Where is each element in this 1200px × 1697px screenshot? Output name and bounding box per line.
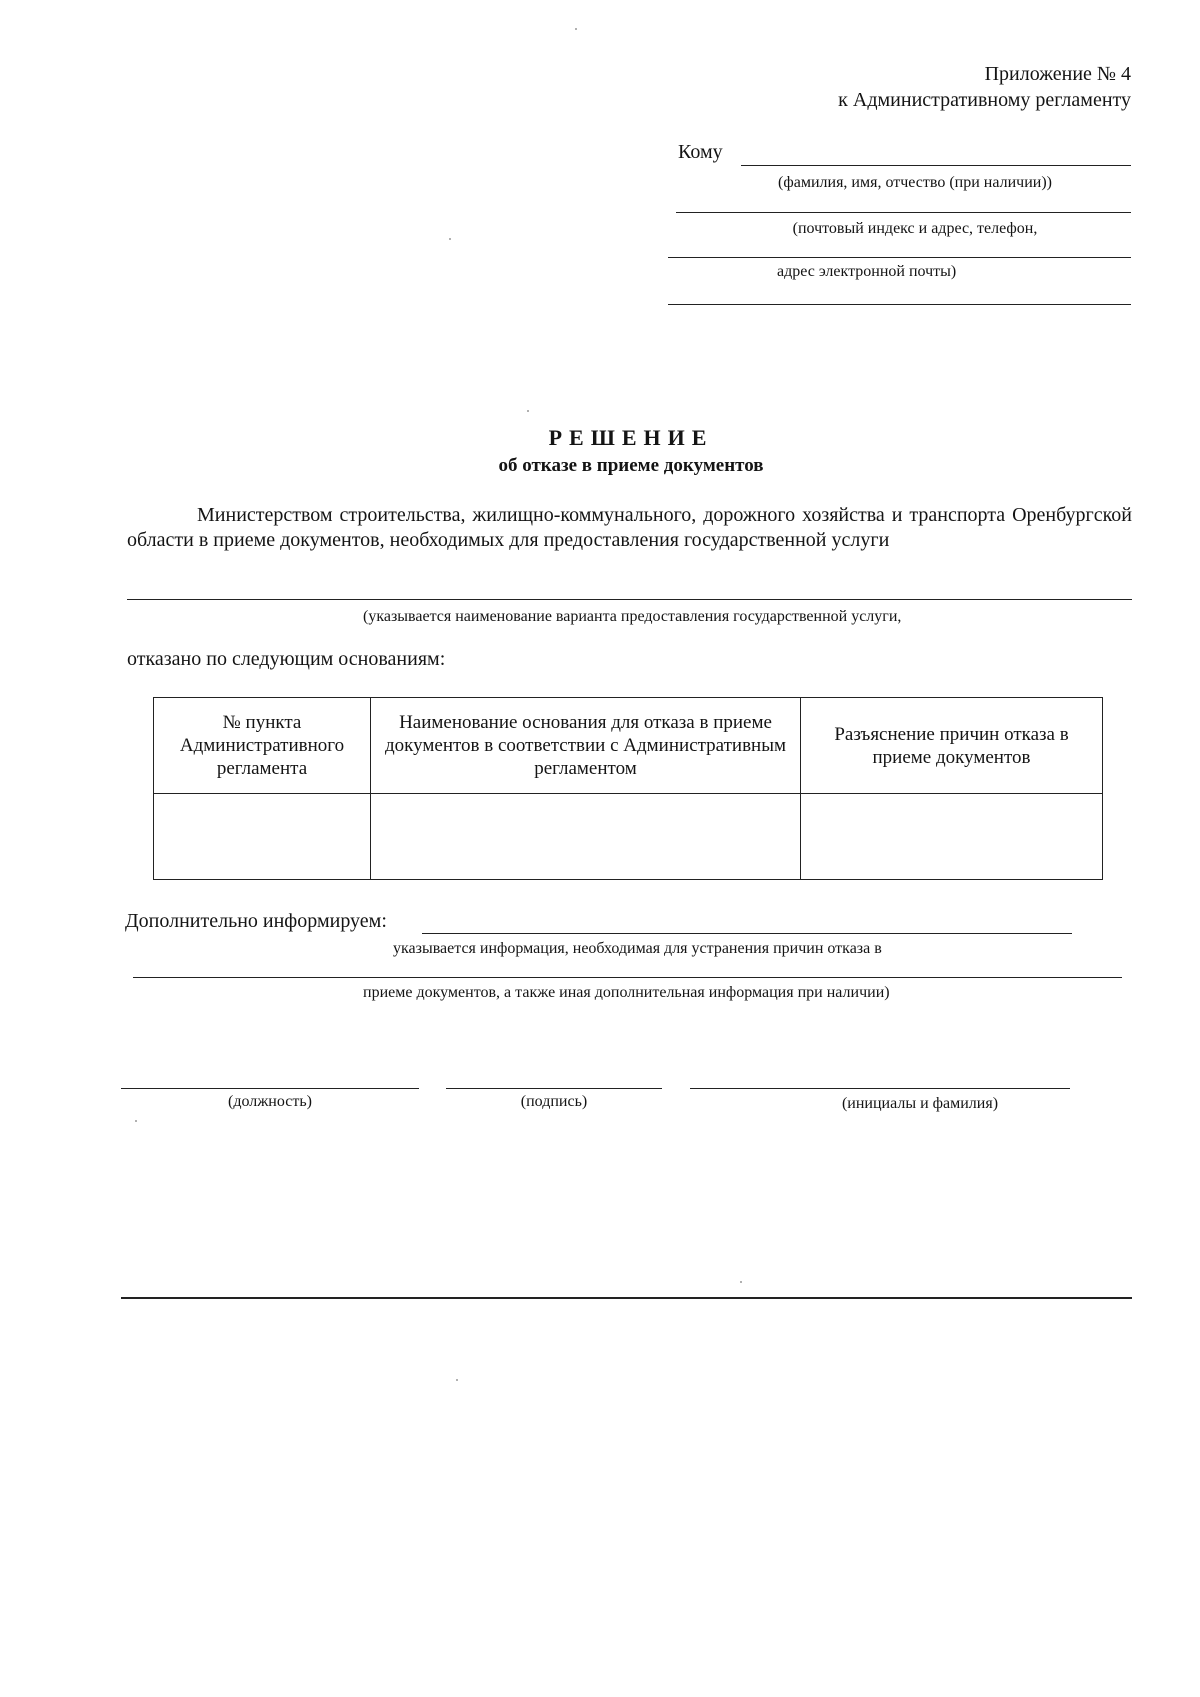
table-row xyxy=(154,794,1103,880)
appendix-regulation-ref: к Административному регламенту xyxy=(838,89,1131,111)
service-variant-field[interactable] xyxy=(127,599,1132,600)
recipient-contact-field[interactable] xyxy=(668,257,1131,258)
document-body: Министерством строительства, жилищно-коммунального, дорожного хозяйства и транспорта Оренбургской области в приеме документов, необходимых для предоставления государственной услуги xyxy=(127,504,1132,551)
scan-speck xyxy=(135,1120,137,1122)
table-cell-refusal-explanation[interactable] xyxy=(801,794,1103,880)
signature-label: (подпись) xyxy=(520,1093,588,1110)
scan-speck xyxy=(449,238,451,240)
additional-info-field-2[interactable] xyxy=(133,977,1122,978)
scan-speck xyxy=(527,410,529,412)
recipient-email-hint: адрес электронной почты) xyxy=(777,263,957,280)
table-cell-refusal-ground[interactable] xyxy=(371,794,801,880)
scan-speck xyxy=(456,1379,458,1381)
document-title: РЕШЕНИЕ xyxy=(548,425,714,450)
recipient-email-field[interactable] xyxy=(668,304,1131,305)
bottom-rule xyxy=(121,1297,1132,1299)
service-variant-hint: (указывается наименование варианта предоставления государственной услуги, xyxy=(363,608,902,625)
position-label: (должность) xyxy=(228,1093,312,1110)
document-subtitle: об отказе в приеме документов xyxy=(498,455,764,476)
table-cell-clause-number[interactable] xyxy=(154,794,371,880)
scan-speck xyxy=(575,28,577,30)
additional-info-field[interactable] xyxy=(422,933,1072,934)
additional-info-hint-2: приеме документов, а также иная дополнительная информация при наличии) xyxy=(363,984,890,1001)
recipient-address-field[interactable] xyxy=(676,212,1131,213)
appendix-number: Приложение № 4 xyxy=(984,63,1131,85)
column-header-refusal-ground: Наименование основания для отказа в приеме документов в соответствии с Административным регламентом xyxy=(371,698,801,794)
recipient-name-hint: (фамилия, имя, отчество (при наличии)) xyxy=(778,174,1052,191)
recipient-address-hint: (почтовый индекс и адрес, телефон, xyxy=(792,220,1038,237)
recipient-to-label: Кому xyxy=(678,141,723,163)
column-header-clause-number: № пункта Административного регламента xyxy=(154,698,371,794)
position-field[interactable] xyxy=(121,1088,419,1089)
initials-surname-label: (инициалы и фамилия) xyxy=(841,1095,999,1112)
refused-grounds-line: отказано по следующим основаниям: xyxy=(127,648,446,670)
additional-info-hint-1: указывается информация, необходимая для устранения причин отказа в xyxy=(393,940,882,957)
table-header-row xyxy=(154,698,1103,794)
initials-surname-field[interactable] xyxy=(690,1088,1070,1089)
scan-speck xyxy=(740,1281,742,1283)
additional-info-label: Дополнительно информируем: xyxy=(125,910,387,932)
column-header-refusal-explanation: Разъяснение причин отказа в приеме документов xyxy=(801,698,1103,794)
recipient-name-field[interactable] xyxy=(741,165,1131,166)
refusal-reasons-table xyxy=(153,697,1103,880)
signature-field[interactable] xyxy=(446,1088,662,1089)
